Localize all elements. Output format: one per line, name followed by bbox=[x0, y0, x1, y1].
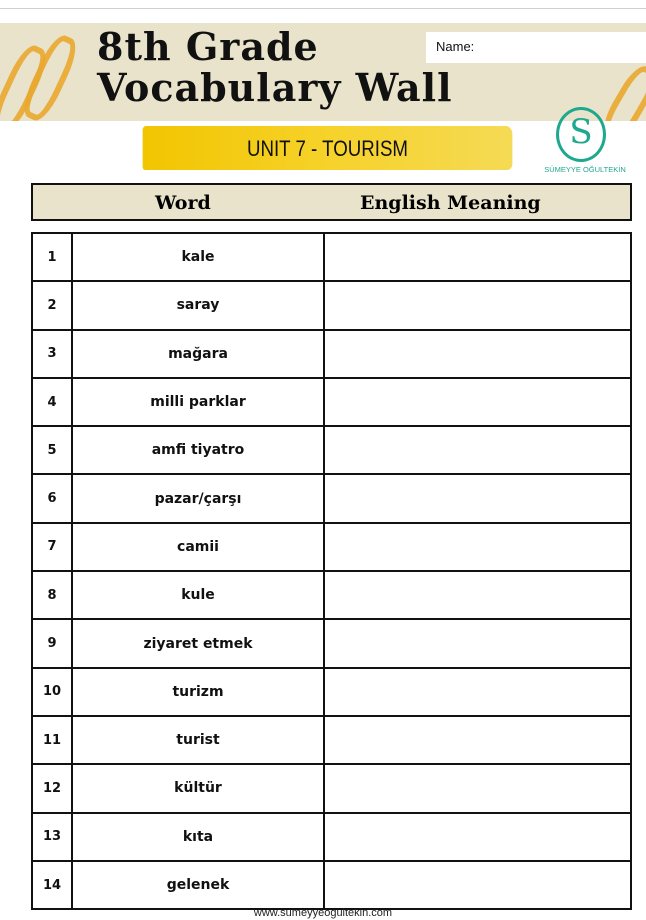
word-cell: kule bbox=[72, 571, 324, 619]
word-cell: mağara bbox=[72, 330, 324, 378]
meaning-cell[interactable] bbox=[324, 378, 631, 426]
table-row bbox=[32, 426, 631, 474]
table-row bbox=[32, 378, 631, 426]
word-cell: kıta bbox=[72, 813, 324, 861]
meaning-cell[interactable] bbox=[324, 426, 631, 474]
row-number: 11 bbox=[32, 716, 72, 764]
name-field[interactable] bbox=[426, 32, 646, 63]
name-label: Name: bbox=[436, 39, 475, 54]
meaning-cell[interactable] bbox=[324, 861, 631, 909]
table-row bbox=[32, 861, 631, 909]
word-cell: kültür bbox=[72, 764, 324, 812]
meaning-cell[interactable] bbox=[324, 813, 631, 861]
meaning-cell[interactable] bbox=[324, 281, 631, 329]
table-row bbox=[32, 523, 631, 571]
row-number: 4 bbox=[32, 378, 72, 426]
meaning-cell[interactable] bbox=[324, 571, 631, 619]
meaning-cell[interactable] bbox=[324, 523, 631, 571]
table-row bbox=[32, 474, 631, 522]
word-cell: turizm bbox=[72, 668, 324, 716]
meaning-cell[interactable] bbox=[324, 474, 631, 522]
column-word: Word bbox=[155, 192, 211, 214]
row-number: 6 bbox=[32, 474, 72, 522]
word-cell: saray bbox=[72, 281, 324, 329]
table-row bbox=[32, 716, 631, 764]
word-cell: turist bbox=[72, 716, 324, 764]
word-cell: pazar/çarşı bbox=[72, 474, 324, 522]
top-divider bbox=[0, 8, 646, 9]
column-english-meaning: English Meaning bbox=[360, 192, 541, 214]
row-number: 1 bbox=[32, 233, 72, 281]
unit-banner: UNIT 7 - TOURISM bbox=[143, 126, 513, 170]
table-row bbox=[32, 764, 631, 812]
table-row bbox=[32, 281, 631, 329]
meaning-cell[interactable] bbox=[324, 619, 631, 667]
row-number: 8 bbox=[32, 571, 72, 619]
row-number: 7 bbox=[32, 523, 72, 571]
row-number: 9 bbox=[32, 619, 72, 667]
row-number: 12 bbox=[32, 764, 72, 812]
table-row bbox=[32, 233, 631, 281]
row-number: 10 bbox=[32, 668, 72, 716]
table-row bbox=[32, 619, 631, 667]
word-cell: milli parklar bbox=[72, 378, 324, 426]
word-cell: ziyaret etmek bbox=[72, 619, 324, 667]
table-header bbox=[31, 183, 632, 221]
page-title: 8th Grade Vocabulary Wall bbox=[97, 24, 453, 110]
row-number: 5 bbox=[32, 426, 72, 474]
word-cell: amfi tiyatro bbox=[72, 426, 324, 474]
table-row bbox=[32, 813, 631, 861]
row-number: 13 bbox=[32, 813, 72, 861]
row-number: 14 bbox=[32, 861, 72, 909]
meaning-cell[interactable] bbox=[324, 716, 631, 764]
row-number: 2 bbox=[32, 281, 72, 329]
word-cell: camii bbox=[72, 523, 324, 571]
table-row bbox=[32, 571, 631, 619]
meaning-cell[interactable] bbox=[324, 233, 631, 281]
footer-url: www.sumeyyeogultekin.com bbox=[253, 907, 393, 919]
decorative-swirl-icon bbox=[597, 61, 646, 121]
meaning-cell[interactable] bbox=[324, 764, 631, 812]
row-number: 3 bbox=[32, 330, 72, 378]
table-row bbox=[32, 668, 631, 716]
meaning-cell[interactable] bbox=[324, 668, 631, 716]
logo-text: SÜMEYYE OĞULTEKİN bbox=[544, 165, 626, 174]
word-cell: gelenek bbox=[72, 861, 324, 909]
vocabulary-table bbox=[31, 232, 632, 910]
meaning-cell[interactable] bbox=[324, 330, 631, 378]
word-cell: kale bbox=[72, 233, 324, 281]
table-row bbox=[32, 330, 631, 378]
logo-icon: S bbox=[556, 107, 606, 162]
